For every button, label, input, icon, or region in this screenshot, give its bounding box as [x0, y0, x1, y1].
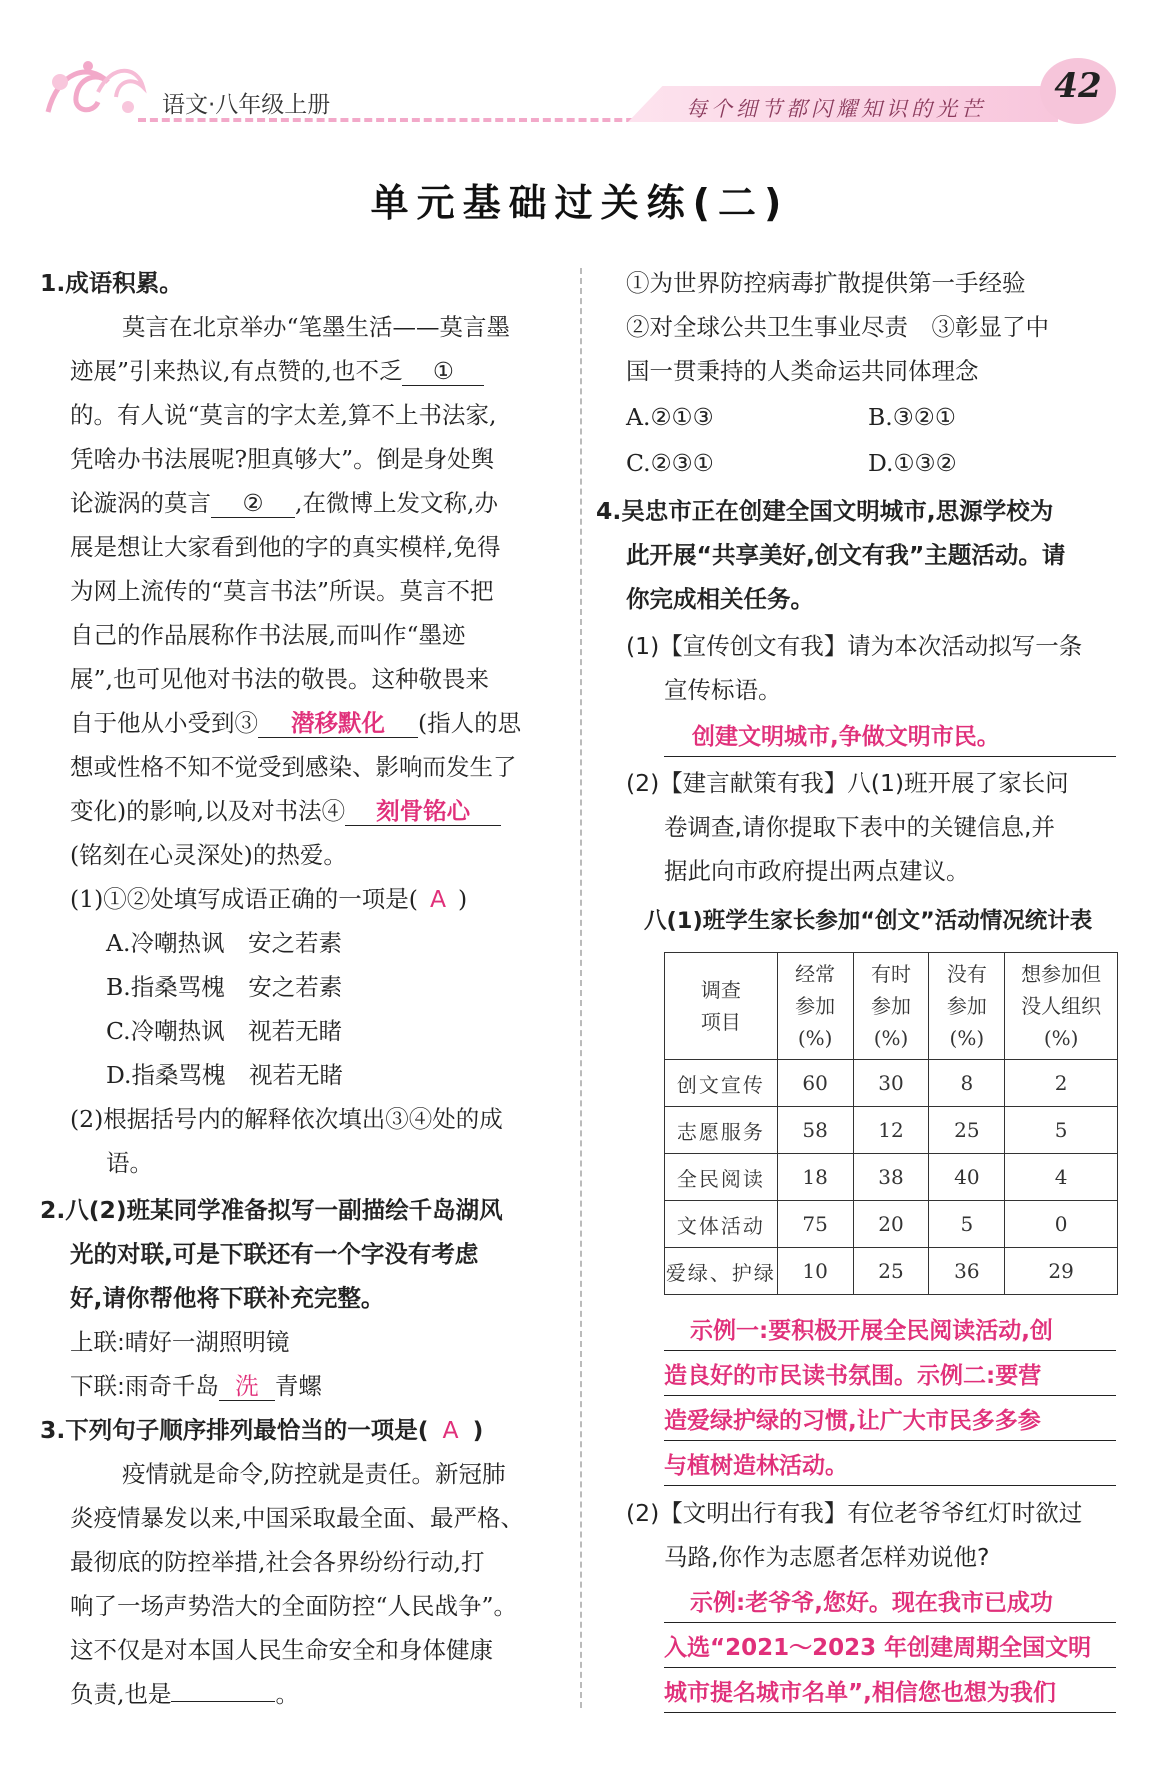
page-number: 42	[1054, 66, 1102, 106]
answer-4[interactable]: 刻骨铭心	[345, 797, 501, 826]
header-dashed-line	[138, 118, 658, 122]
q1-sub2: (2)根据括号内的解释依次填出③④处的成	[70, 1105, 503, 1133]
table-cell: 38	[853, 1154, 929, 1201]
q4-task2-answer-line[interactable]: 与植树造林活动。	[664, 1451, 1116, 1486]
q1-option: D.指桑骂槐 视若无睹	[106, 1061, 343, 1089]
q4-task2: (2)【建言献策有我】八(1)班开展了家长问	[626, 769, 1069, 797]
q1-sub2: 语。	[106, 1149, 153, 1177]
q3-blank[interactable]	[171, 1701, 275, 1702]
table-cell: 40	[929, 1154, 1005, 1201]
answer-3[interactable]: 潜移默化	[258, 709, 418, 738]
q2-heading: 光的对联,可是下联还有一个字没有考虑	[70, 1240, 479, 1268]
page-title: 单元基础过关练(二)	[370, 181, 790, 225]
q2-lower-couplet: 下联:雨奇千岛 洗 青螺	[70, 1372, 322, 1400]
q3-heading: 3.下列句子顺序排列最恰当的一项是( A )	[40, 1416, 484, 1444]
table-row	[665, 1107, 1118, 1154]
table-row	[665, 1201, 1118, 1248]
table-cell: 10	[777, 1248, 853, 1295]
q4-task3-answer-line[interactable]: 城市提名城市名单”,相信您也想为我们	[664, 1678, 1116, 1713]
table-cell: 20	[853, 1201, 929, 1248]
q4-task2-answer-line[interactable]: 造爱绿护绿的习惯,让广大市民多多参	[664, 1406, 1116, 1441]
table-cell: 36	[929, 1248, 1005, 1295]
table-header-cell: 经常 参加 (%)	[777, 953, 853, 1060]
table-header-cell: 调查 项目	[665, 953, 778, 1060]
table-cell: 2	[1005, 1060, 1118, 1107]
q1-sub1-answer[interactable]: A	[429, 885, 447, 913]
table-cell: 5	[1005, 1107, 1118, 1154]
table-row	[665, 1154, 1118, 1201]
q3-passage-line: 炎疫情暴发以来,中国采取最全面、最严格、	[70, 1504, 524, 1532]
q3-item: ②对全球公共卫生事业尽责 ③彰显了中	[626, 313, 1049, 341]
q4-heading: 4.吴忠市正在创建全国文明城市,思源学校为	[596, 497, 1054, 525]
q4-task2: 卷调查,请你提取下表中的关键信息,并	[664, 813, 1055, 841]
flower-ornament-icon	[38, 52, 148, 122]
q1-passage-line: 的。有人说“莫言的字太差,算不上书法家,	[70, 401, 497, 429]
table-cell: 18	[777, 1154, 853, 1201]
table-cell-item: 文体活动	[665, 1201, 778, 1248]
q4-task1-answer[interactable]: 创建文明城市,争做文明市民。	[664, 722, 1116, 757]
table-header-cell: 没有 参加 (%)	[929, 953, 1005, 1060]
q1-passage-line: (铭刻在心灵深处)的热爱。	[70, 841, 347, 869]
q1-passage-line: 想或性格不知不觉受到感染、影响而发生了	[70, 753, 517, 781]
table-cell: 0	[1005, 1201, 1118, 1248]
q1-passage-line: 莫言在北京举办“笔墨生活——莫言墨	[122, 313, 511, 341]
q3-passage-line: 响了一场声势浩大的全面防控“人民战争”。	[70, 1592, 518, 1620]
q3-passage-line: 最彻底的防控举措,社会各界纷纷行动,打	[70, 1548, 485, 1576]
q4-task2: 据此向市政府提出两点建议。	[664, 857, 970, 885]
q3-item: ①为世界防控病毒扩散提供第一手经验	[626, 269, 1026, 297]
table-row	[665, 1060, 1118, 1107]
table-cell: 30	[853, 1060, 929, 1107]
table-cell: 4	[1005, 1154, 1118, 1201]
blank-2[interactable]: ②	[211, 489, 295, 518]
q1-passage-line: 展”,也可见他对书法的敬畏。这种敬畏来	[70, 665, 489, 693]
q1-passage-line: 论漩涡的莫言 ② ,在微博上发文称,办	[70, 489, 498, 517]
q2-upper-couplet: 上联:晴好一湖照明镜	[70, 1328, 290, 1356]
q1-option: C.冷嘲热讽 视若无睹	[106, 1017, 343, 1045]
table-header-cell: 想参加但 没人组织 (%)	[1005, 953, 1118, 1060]
q3-option: B.③②①	[868, 403, 956, 431]
q1-passage-line: 自于他从小受到③ 潜移默化 (指人的思	[70, 709, 522, 737]
header-slogan: 每个细节都闪耀知识的光芒	[686, 97, 986, 121]
table-cell: 60	[777, 1060, 853, 1107]
q1-passage-line: 自己的作品展称作书法展,而叫作“墨迹	[70, 621, 466, 649]
q4-task3: (2)【文明出行有我】有位老爷爷红灯时欲过	[626, 1499, 1083, 1527]
q4-task3-answer-line[interactable]: 示例:老爷爷,您好。现在我市已成功	[664, 1588, 1116, 1623]
table-row	[665, 1248, 1118, 1295]
table-cell-item: 创文宣传	[665, 1060, 778, 1107]
q4-task3-answer-line[interactable]: 入选“2021～2023 年创建周期全国文明	[664, 1633, 1116, 1668]
blank-1[interactable]: ①	[402, 357, 484, 386]
table-cell: 12	[853, 1107, 929, 1154]
table-header-cell: 有时 参加 (%)	[853, 953, 929, 1060]
q4-task3: 马路,你作为志愿者怎样劝说他?	[664, 1543, 990, 1571]
q1-passage-line: 迹展”引来热议,有点赞的,也不乏 ①	[70, 356, 484, 386]
q4-heading: 此开展“共享美好,创文有我”主题活动。请	[626, 541, 1066, 569]
q2-heading: 好,请你帮他将下联补充完整。	[70, 1284, 385, 1312]
q3-option: D.①③②	[868, 449, 957, 477]
q1-option: A.冷嘲热讽 安之若素	[106, 929, 342, 957]
q4-task1: (1)【宣传创文有我】请为本次活动拟写一条	[626, 632, 1083, 660]
q3-answer[interactable]: A	[442, 1416, 459, 1444]
q3-passage-line: 这不仅是对本国人民生命安全和身体健康	[70, 1636, 493, 1664]
table-cell: 25	[853, 1248, 929, 1295]
table-cell-item: 全民阅读	[665, 1154, 778, 1201]
q1-option: B.指桑骂槐 安之若素	[106, 973, 343, 1001]
q3-item: 国一贯秉持的人类命运共同体理念	[626, 357, 979, 385]
book-label: 语文·八年级上册	[162, 92, 331, 118]
q1-sub1: (1)①②处填写成语正确的一项是( A )	[70, 885, 468, 913]
table-cell: 75	[777, 1201, 853, 1248]
q1-passage-line: 展是想让大家看到他的字的真实模样,免得	[70, 533, 501, 561]
table-cell: 58	[777, 1107, 853, 1154]
table-caption: 八(1)班学生家长参加“创文”活动情况统计表	[644, 908, 1093, 934]
q4-task2-answer-line[interactable]: 示例一:要积极开展全民阅读活动,创	[664, 1316, 1116, 1351]
q1-passage-line: 凭啥办书法展呢?胆真够大”。倒是身处舆	[70, 445, 495, 473]
q3-option: C.②③①	[626, 449, 714, 477]
survey-table	[664, 952, 1118, 1295]
table-header-row	[665, 953, 1118, 1060]
table-cell: 25	[929, 1107, 1005, 1154]
q3-passage-line: 疫情就是命令,防控就是责任。新冠肺	[122, 1460, 506, 1488]
column-divider	[580, 268, 582, 1708]
q1-heading: 1.成语积累。	[40, 269, 183, 297]
table-cell: 29	[1005, 1248, 1118, 1295]
q3-passage-line: 负责,也是 。	[70, 1680, 299, 1708]
q4-task2-answer-line[interactable]: 造良好的市民读书氛围。示例二:要营	[664, 1361, 1116, 1396]
q1-passage-line: 为网上流传的“莫言书法”所误。莫言不把	[70, 577, 494, 605]
q2-heading: 2.八(2)班某同学准备拟写一副描绘千岛湖风	[40, 1196, 503, 1224]
table-cell: 5	[929, 1201, 1005, 1248]
q4-task1: 宣传标语。	[664, 676, 782, 704]
table-cell-item: 爱绿、护绿	[665, 1248, 778, 1295]
q3-option: A.②①③	[626, 403, 714, 431]
table-cell-item: 志愿服务	[665, 1107, 778, 1154]
q1-passage-line: 变化)的影响,以及对书法④ 刻骨铭心	[70, 796, 501, 826]
q2-answer[interactable]: 洗	[219, 1372, 275, 1401]
table-cell: 8	[929, 1060, 1005, 1107]
q4-heading: 你完成相关任务。	[626, 585, 814, 613]
